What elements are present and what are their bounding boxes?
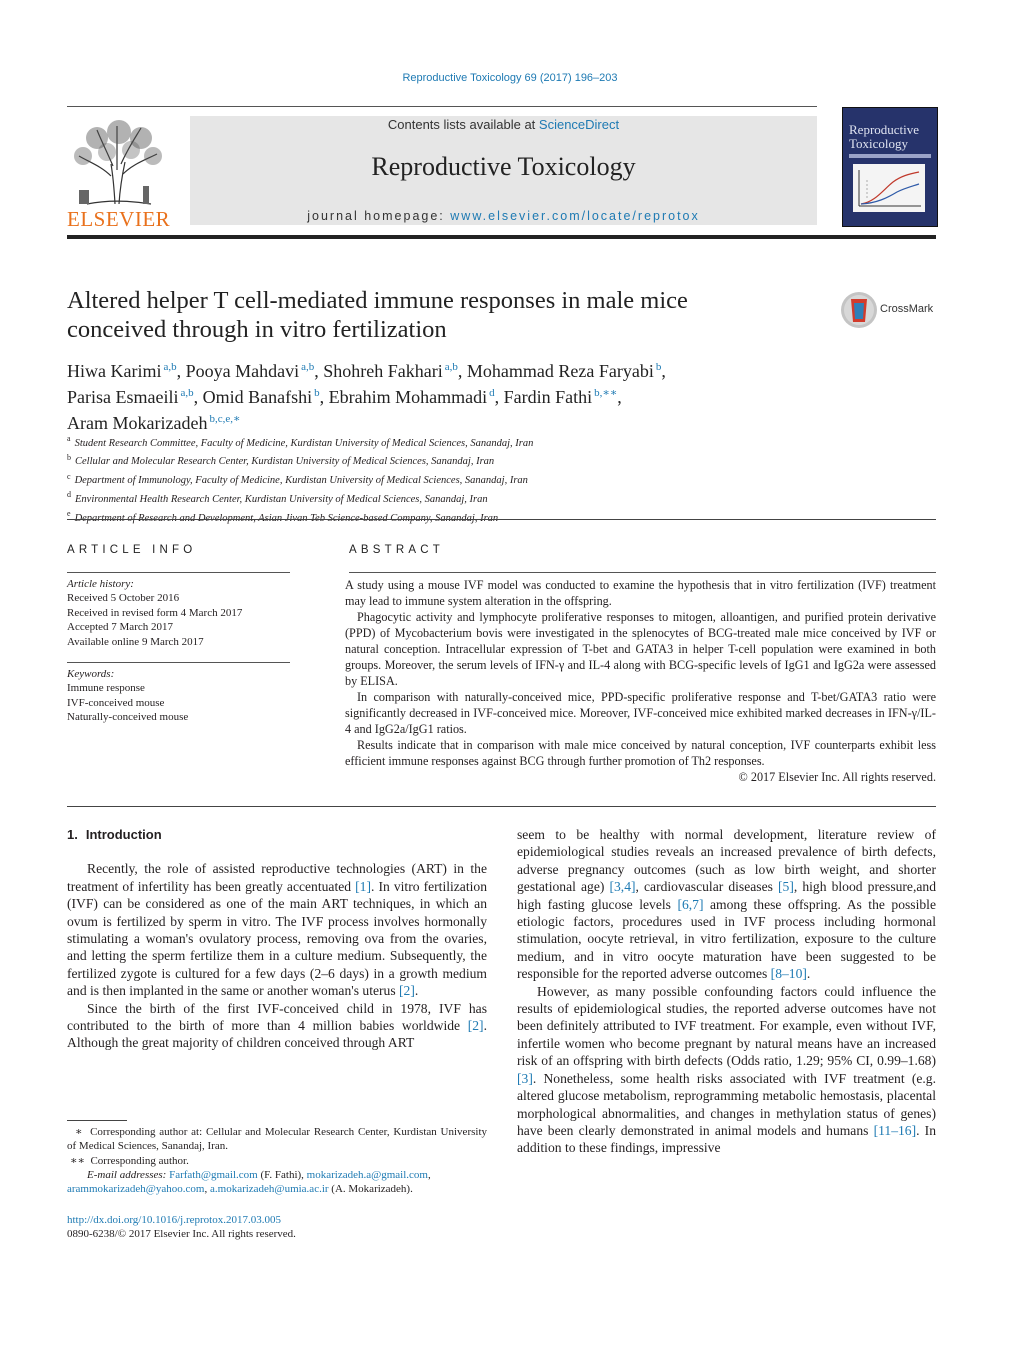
journal-title: Reproductive Toxicology [371,152,636,181]
reference-link[interactable]: [8–10] [770,966,807,982]
affiliation-item [67,470,937,489]
issn-line: 0890-6238/© 2017 Elsevier Inc. All rights reserved. [67,1228,296,1241]
elsevier-logo [67,116,171,231]
author-affiliation-mark[interactable]: d [489,387,495,399]
section-number: 1. [67,827,78,842]
history-label: Article history: [67,578,134,590]
email-separator: , [204,1183,210,1196]
author-separator: , [193,387,203,407]
author-affiliation-mark[interactable]: b,∗∗ [594,387,618,399]
crossmark-label: CrossMark [880,303,934,315]
footnote-emails [67,1168,487,1197]
author-separator: , [661,361,666,381]
abstract-rule-bottom [67,806,936,807]
author-affiliation-mark[interactable]: a,b [301,361,315,373]
affiliation-item [67,432,937,451]
header-rule [67,106,817,107]
history-online: Available online 9 March 2017 [67,635,204,648]
keyword-item: Naturally-conceived mouse [67,711,189,724]
author-name[interactable]: Fardin Fathi [503,387,593,407]
body-text: Since the birth of the first IVF-conceived child in 1978, IVF has contributed to the birth of more than 4 million babies worldwide [67,1000,487,1034]
footnote-corresponding [67,1125,487,1154]
footnote-text: Corresponding author at: Cellular and Molecular Research Center, Kurdistan University of Medical Sciences, Sanandaj, Iran. [67,1126,487,1153]
affiliation-label: d [67,490,71,500]
history-accepted: Accepted 7 March 2017 [67,621,173,634]
author-name[interactable]: Mohammad Reza Faryabi [466,361,654,381]
doi-block [67,1213,487,1242]
cover-band [849,154,931,158]
reference-link[interactable]: [1] [355,878,371,894]
reference-link[interactable]: [2] [399,983,415,999]
author-affiliation-mark[interactable]: a,b [180,387,194,399]
email-link[interactable]: mokarizadeh.a@gmail.com [306,1168,428,1181]
body-paragraph [517,983,936,1157]
body-paragraph [67,1000,487,1052]
body-text: . [806,966,811,982]
affiliation-label: b [67,452,71,462]
crossmark-icon [840,291,878,329]
body-text: , high blood pressure,and high fasting glucose levels [517,879,936,912]
history-received: Received 5 October 2016 [67,592,180,605]
footnotes [67,1125,487,1196]
author-affiliation-mark[interactable]: b,c,e,∗ [209,413,241,425]
keyword-item: IVF-conceived mouse [67,696,165,709]
crossmark-badge[interactable] [840,289,940,331]
author-separator: , [617,387,622,407]
abstract-copyright: © 2017 Elsevier Inc. All rights reserved. [738,770,936,784]
author-name[interactable]: Parisa Esmaeili [67,387,179,407]
body-text: seem to be healthy with normal development, literature review of epidemiological studies reveals an increased prevalence of birth defects, adverse pregnancy outcomes (such as low birth weight, and shorter gestational age) [517,827,936,895]
author-affiliation-mark[interactable]: b [314,387,320,399]
journal-cover[interactable] [842,107,938,227]
author-separator: , [319,387,329,407]
email-owner: (A. Mokarizadeh). [328,1183,413,1196]
keywords-label: Keywords: [67,668,115,680]
doi-link[interactable]: http://dx.doi.org/10.1016/j.reprotox.2017.03.005 [67,1214,281,1226]
body-column-left [67,826,487,1052]
author-name[interactable]: Aram Mokarizadeh [67,413,208,433]
affiliation-label: a [67,434,71,443]
email-link[interactable]: a.mokarizadeh@umia.ac.ir [210,1183,329,1196]
abstract-heading: ABSTRACT [349,544,444,556]
header-thick-rule [67,235,936,239]
author-affiliation-mark[interactable]: b [655,361,662,373]
author-separator: , [176,361,186,381]
reference-link[interactable]: [3,4] [609,879,636,895]
author-separator: , [494,387,504,407]
abstract-paragraph: Phagocytic activity and lymphocyte proliferative responses to mitogen, alloantigen, and purified protein derivative (PPD) of Mycobacterium bovis were investigated in the splenocytes of BCG-treated male mice conceived by IVF or natural conception. Intracellular expression of T-bet and GATA3 in helper T-cell population were examined in both groups. Moreover, the serum levels of IFN-γ and IL-4 along with BCG-specific levels of IgG1 and IgG2a were assessed by ELISA. [345,610,936,688]
article-title-line2: conceived through in vitro fertilization [67,316,447,343]
affiliation-item [67,451,937,470]
article-info-rule-top [67,572,290,573]
homepage-prefix: journal homepage: [307,209,451,223]
body-column-right [517,826,936,1157]
footnote-mark: ∗∗ [70,1154,85,1167]
affiliation-text: Student Research Committee, Faculty of Medicine, Kurdistan University of Medical Sciences, Sanandaj, Iran [74,437,534,449]
author-name[interactable]: Pooya Mahdavi [185,361,300,381]
affiliation-text: Environmental Health Research Center, Kurdistan University of Medical Sciences, Sanandaj, Iran [75,493,488,505]
homepage-link[interactable]: www.elsevier.com/locate/reprotox [450,209,700,223]
journal-homepage [190,209,817,223]
body-text: , cardiovascular diseases [635,879,778,895]
article-title-line1: Altered helper T cell-mediated immune responses in male mice [67,287,688,314]
section-rule [67,519,936,520]
affiliation-item [67,488,937,507]
article-title [67,286,807,344]
affiliation-list [67,432,937,526]
body-text: However, as many possible confounding factors could influence the results of epidemiological studies, the reported adverse outcomes have not been definitely attributed to IVF treatment. For example, even without IVF, infertile women who become pregnant by natural means have an increased risk of an offspring with birth defects (Odds ratio, 1.29; 95% CI, 0.99–1.68) [517,983,936,1069]
author-name[interactable]: Omid Banafshi [202,387,313,407]
elsevier-wordmark: ELSEVIER [67,207,171,231]
author-list [67,356,937,434]
abstract-paragraph: In comparison with naturally-conceived mice, PPD-specific proliferative response and T-bet/GATA3 ratio were significantly decreased in IVF-conceived mice. Moreover, IVF-conceived mice exhibited marked decreases in IFN-γ/IL-4 and IgG2a/IgG1 ratios. [345,690,936,736]
section-heading [67,826,487,843]
author-name[interactable]: Ebrahim Mohammadi [328,387,488,407]
author-name[interactable]: Shohreh Fakhari [323,361,443,381]
abstract-body [345,577,936,785]
body-text: . In vitro fertilization (IVF) can be considered as one of the main ART techniques, in which an ovum is fertilized by sperm in vitro. The IVF process involves hormonally stimulating a woman's ovulatory process, removing ova from the ovaries, and letting the sperm fertilize them in a culture medium. Subsequently, the fertilized zygote is cultured for a few days (2–6 days) in a growth medium and is then implanted in the same or another woman's uterus [67,878,487,999]
email-separator: , [427,1168,431,1181]
author-affiliation-mark[interactable]: a,b [444,361,458,373]
author-affiliation-mark[interactable]: a,b [163,361,177,373]
affiliation-text: Cellular and Molecular Research Center, Kurdistan University of Medical Sciences, Sanandaj, Iran [75,456,495,468]
abstract-paragraph: A study using a mouse IVF model was conducted to examine the hypothesis that in vitro fertilization (IVF) treatment may lead to immune system alteration in the offspring. [345,578,936,608]
section-title: Introduction [85,827,162,842]
history-revised: Received in revised form 4 March 2017 [67,606,243,619]
affiliation-label: e [67,509,71,519]
article-history [67,577,297,649]
article-info-heading: ARTICLE INFO [67,544,197,556]
cover-title-line1: Reproductive [849,122,920,137]
affiliation-item [67,507,937,526]
keywords-block [67,667,297,725]
body-text: Recently, the role of assisted reproductive technologies (ART) in the treatment of infertility has been greatly accentuated [67,861,487,894]
body-text: among these offspring. As the possible etiologic factors, procedures used in IVF process including hormonal stimulation, oocyte retrieval, in vitro fertilization, exposure to the culture medium, and in vitro oocyte maturation have been suggested to be responsible for the reported adverse outcomes [517,896,936,982]
article-info-rule-mid [67,662,290,663]
body-paragraph [517,826,936,983]
email-link[interactable]: arammokarizadeh@yahoo.com [67,1183,205,1196]
email-link[interactable]: Farfath@gmail.com [169,1168,258,1181]
affiliation-text: Department of Immunology, Faculty of Medicine, Kurdistan University of Medical Sciences, Sanandaj, Iran [74,475,528,487]
contents-prefix: Contents lists available at [387,117,539,132]
author-separator: , [457,361,467,381]
contents-line [190,117,817,132]
sciencedirect-link[interactable]: ScienceDirect [538,117,620,132]
body-text: . Although the great majority of children conceived through ART [67,1018,487,1051]
body-text: . [414,983,419,999]
body-text: . Nonetheless, some health risks associated with IVF treatment (e.g. altered glucose metabolism, reprogramming metabolic hemostasis, placental morphological abnormalities, and changes in methylation status of genes) have been clearly demonstrated in animal models and humans [517,1070,936,1138]
reference-link[interactable]: [3] [517,1070,533,1086]
footnote-text: Corresponding author. [90,1154,189,1167]
reference-link[interactable]: [6,7] [677,896,704,912]
journal-citation[interactable]: Reproductive Toxicology 69 (2017) 196–203 [402,72,618,84]
footnote-corresponding-2 [67,1154,487,1168]
email-label: E-mail addresses: [87,1168,167,1181]
author-name[interactable]: Hiwa Karimi [67,361,162,381]
body-text: . In addition to these findings, impressive [517,1122,936,1156]
affiliation-label: c [67,471,71,481]
abstract-rule-top [349,572,936,573]
cover-chart-icon [853,164,925,212]
cover-title-line2: Toxicology [849,136,909,151]
email-owner: (F. Fathi), [257,1168,307,1181]
reference-link[interactable]: [11–16] [873,1122,917,1138]
footnote-rule [67,1120,127,1121]
author-separator: , [314,361,324,381]
footnote-mark: ∗ [75,1126,83,1138]
reference-link[interactable]: [2] [467,1018,484,1034]
keyword-item: Immune response [67,682,145,695]
body-paragraph [67,860,487,999]
abstract-paragraph: Results indicate that in comparison with male mice conceived by natural conception, IVF counterparts exhibit less efficient immune responses against BCG through further promotion of Th2 responses. [345,738,936,768]
reference-link[interactable]: [5] [778,879,794,895]
